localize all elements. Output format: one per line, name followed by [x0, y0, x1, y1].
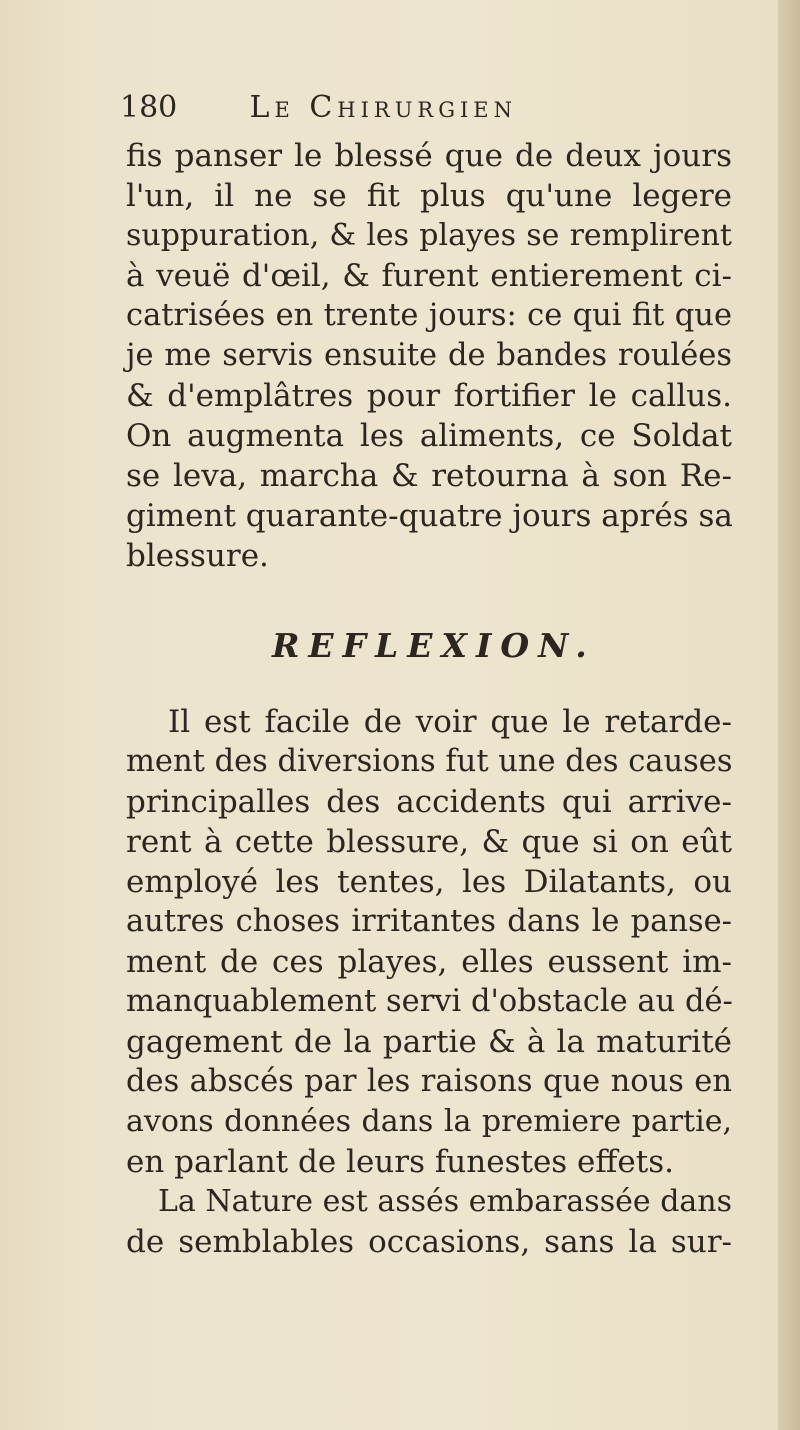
page-number: 180: [120, 90, 178, 125]
text-line: se leva, marcha & retourna à son Re-: [126, 458, 732, 494]
text-line: employé les tentes, les Dilatants, ou: [126, 864, 732, 900]
text-line: de semblables occasions, sans la sur-: [126, 1224, 732, 1260]
text-line: & d'emplâtres pour fortifier le callus.: [126, 378, 732, 414]
text-line: des abscés par les raisons que nous en: [126, 1064, 732, 1099]
text-line: fis panser le blessé que de deux jours: [126, 138, 732, 174]
text-line: avons données dans la premiere partie,: [126, 1104, 732, 1139]
text-line: manquablement servi d'obstacle au dé-: [126, 984, 733, 1019]
text-line: blessure.: [126, 538, 269, 574]
text-line: On augmenta les aliments, ce Soldat: [126, 418, 732, 454]
text-line: ment des diversions fut une des causes: [126, 744, 733, 779]
section-heading: REFLEXION.: [272, 626, 596, 665]
text-line: je me servis ensuite de bandes roulées: [126, 338, 732, 373]
text-line: catrisées en trente jours: ce qui fit que: [126, 298, 732, 333]
text-line: giment quarante-quatre jours aprés sa: [126, 498, 733, 534]
text-line: suppuration, & les playes se remplirent: [126, 218, 732, 253]
text-line: rent à cette blessure, & que si on eût: [126, 824, 732, 860]
text-line: à veuë d'œil, & furent entierement ci-: [126, 258, 732, 294]
text-line: ment de ces playes, elles eussent im-: [126, 944, 732, 980]
running-head: [120, 88, 640, 128]
text-line: autres choses irritantes dans le panse-: [126, 904, 732, 939]
page-edge: [778, 0, 800, 1430]
running-head-title: Le Chirurgien: [249, 90, 517, 125]
text-line: Il est facile de voir que le retarde-: [168, 704, 732, 740]
text-line: gagement de la partie & à la maturité: [126, 1024, 732, 1060]
text-line: en parlant de leurs funestes effets.: [126, 1144, 674, 1180]
text-line: La Nature est assés embarassée dans: [158, 1184, 732, 1219]
text-line: principalles des accidents qui arrive-: [126, 784, 732, 820]
text-line: l'un, il ne se fit plus qu'une legere: [126, 178, 732, 214]
